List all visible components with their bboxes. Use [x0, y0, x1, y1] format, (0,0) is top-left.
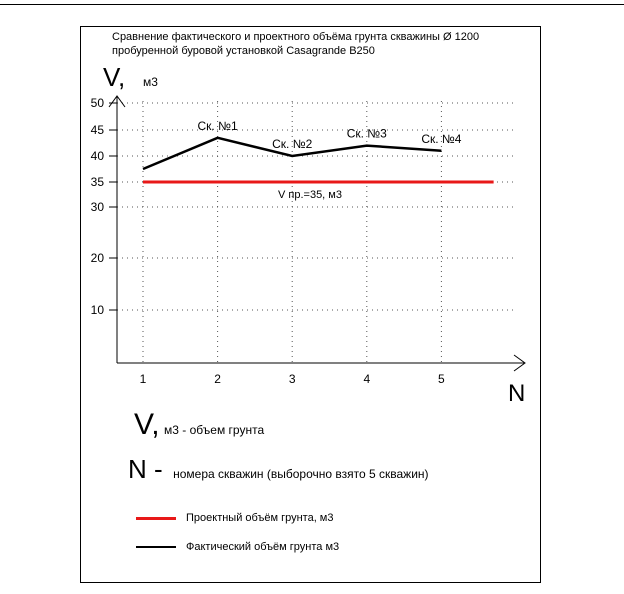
point-label: Ск. №1: [197, 118, 238, 133]
chart-title-line-2: пробуренной буровой установкой Casagrande B250: [112, 45, 375, 57]
y-tick-label: 30: [90, 200, 104, 214]
y-tick-label: 50: [90, 96, 104, 110]
design-volume-annotation: V пр.=35, м3: [278, 189, 342, 201]
v-explanation: [134, 408, 264, 442]
y-axis-unit: м3: [143, 75, 158, 89]
legend-label-actual: Фактический объём грунта м3: [186, 541, 340, 553]
y-tick-label: 20: [90, 251, 104, 265]
legend-label-design: Проектный объём грунта, м3: [186, 512, 334, 524]
axes: [109, 96, 525, 371]
x-tick-label: 1: [139, 372, 147, 386]
n-symbol: N -: [128, 454, 163, 484]
y-tick-label: 45: [90, 123, 104, 137]
chart-title-line-1: Сравнение фактического и проектного объёма грунта скважины Ø 1200: [112, 31, 480, 43]
x-axis-label: N: [508, 380, 526, 407]
series: [143, 119, 494, 201]
legend-line-design: [136, 517, 176, 520]
point-label: Ск. №2: [272, 137, 313, 151]
x-tick-label: 2: [214, 372, 221, 386]
legend-item-design: [136, 512, 334, 524]
n-explanation-text: номера скважин (выборочно взято 5 скважин): [173, 467, 429, 481]
x-ticks: [140, 372, 445, 386]
point-label: Ск. №3: [346, 126, 387, 141]
y-tick-label: 10: [90, 303, 104, 317]
y-tick-label: 35: [90, 175, 104, 189]
x-tick-label: 4: [363, 372, 371, 386]
v-symbol: V,: [134, 408, 160, 441]
y-tick-label: 40: [90, 149, 104, 163]
y-axis-symbol: V,: [103, 62, 126, 92]
y-ticks: [91, 96, 117, 317]
v-explanation-text: м3 - объем грунта: [164, 423, 265, 437]
point-label: Ск. №4: [421, 131, 462, 146]
n-explanation: [128, 454, 429, 485]
x-tick-label: 3: [288, 372, 296, 386]
x-tick-label: 5: [438, 372, 445, 386]
legend-line-actual: [136, 546, 176, 548]
legend-item-actual: [136, 541, 339, 553]
